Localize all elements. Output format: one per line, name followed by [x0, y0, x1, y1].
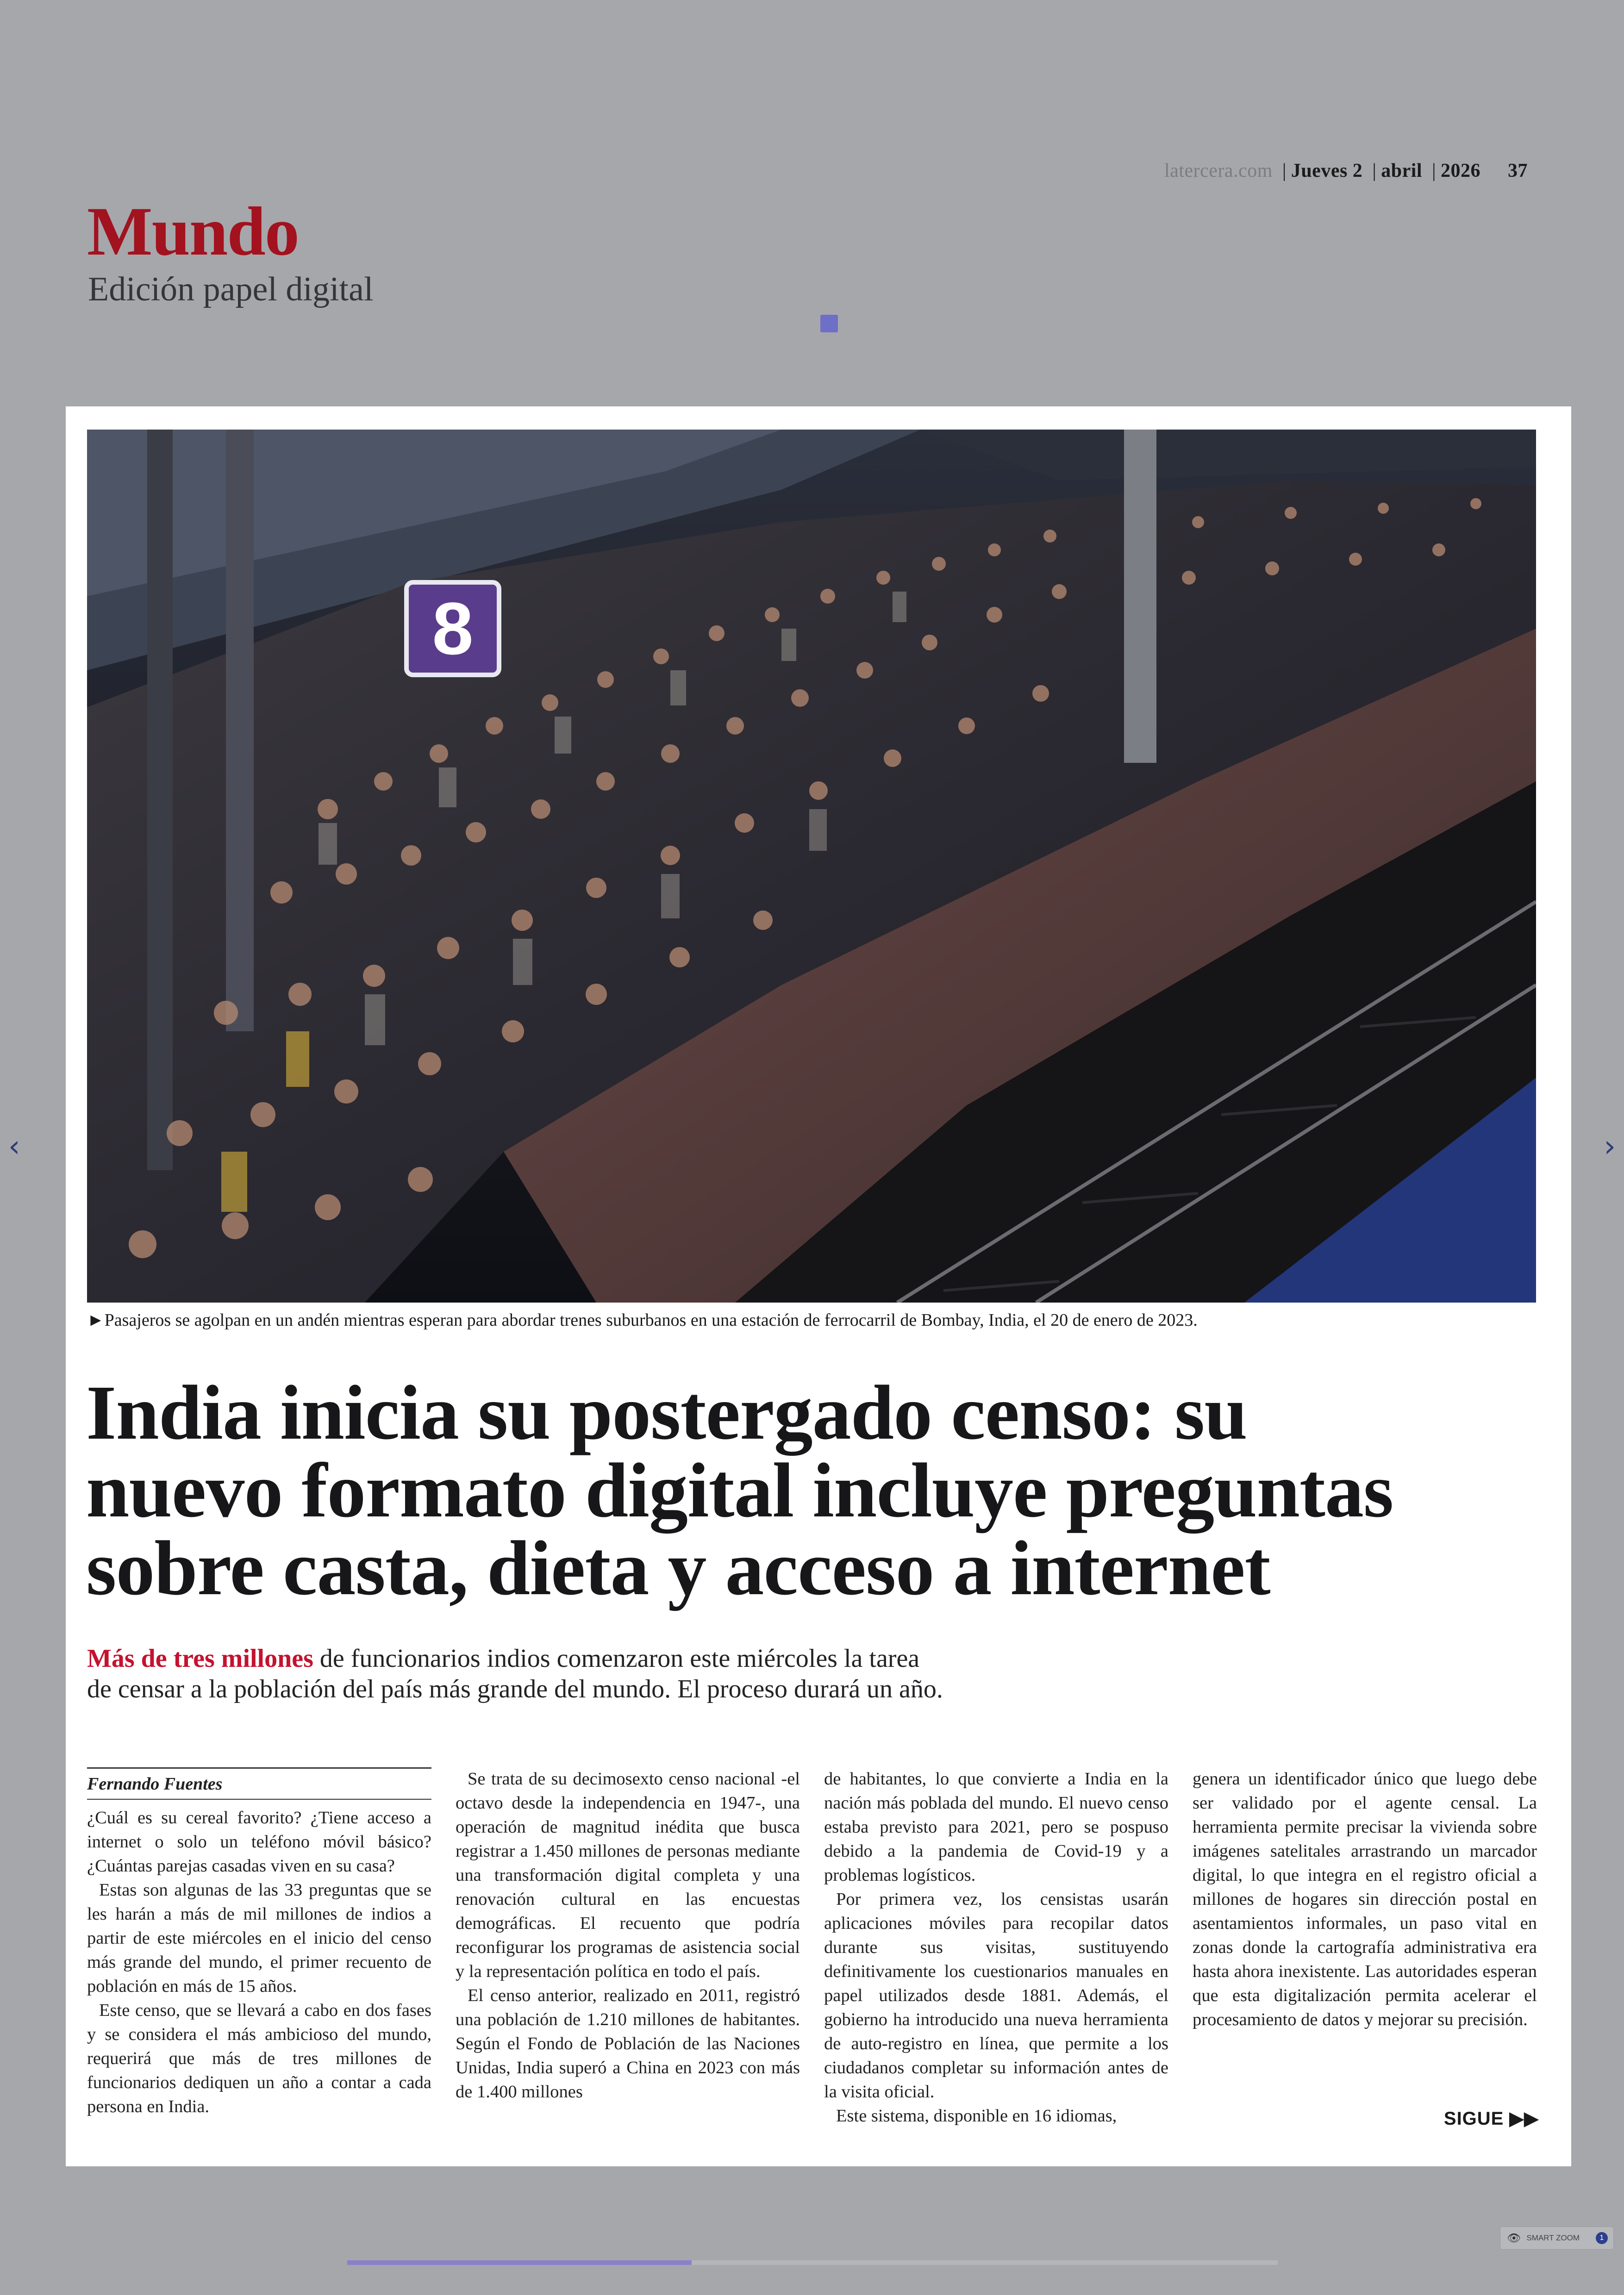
weekday: Jueves 2: [1291, 160, 1363, 181]
paragraph: ¿Cuál es su cereal favorito? ¿Tiene acceso a internet o solo un teléfono móvil básico? ¿Cuántas parejas casadas viven en su casa?: [87, 1808, 431, 1876]
section-title: Mundo: [87, 193, 299, 270]
newspaper-page[interactable]: [66, 406, 1571, 2166]
edition-subtitle: Edición papel digital: [88, 270, 374, 308]
previous-page-button[interactable]: ‹: [8, 1129, 20, 1164]
article-photo: [87, 430, 1536, 1303]
separator: |: [1432, 160, 1436, 181]
page-number: 37: [1508, 160, 1528, 181]
lead-text: de censar a la población del país más grande del mundo. El proceso durará un año.: [87, 1675, 943, 1704]
text-column: [1193, 1767, 1537, 2032]
platform-number: 8: [432, 587, 474, 670]
next-page-button[interactable]: ›: [1604, 1129, 1616, 1164]
text-column: [456, 1767, 800, 2104]
date-bar: [1164, 160, 1528, 182]
article-headline: [86, 1370, 1544, 1611]
separator: |: [1372, 160, 1377, 181]
page-marker-icon[interactable]: [820, 315, 838, 332]
smart-zoom-button[interactable]: [1500, 2226, 1614, 2250]
headline-line: nuevo formato digital incluye preguntas: [86, 1447, 1393, 1534]
text-column: [87, 1767, 431, 2119]
eye-icon: 👁: [1507, 2232, 1521, 2245]
article-lead: [87, 1643, 1291, 1704]
lead-highlight: Más de tres millones: [87, 1644, 313, 1673]
paragraph: Se trata de su decimosexto censo nacional -el octavo desde la independencia en 1947-, una operación de magnitud inédita que busca registrar a 1.450 millones de personas mediante una transformación digital completa y una renovación cultural en las encuestas demográficas. El recuento que podría reconfigurar los programas de asistencia social y la representación política en todo el país.: [456, 1769, 800, 1981]
paragraph: Este sistema, disponible en 16 idiomas,: [836, 2106, 1117, 2126]
smart-zoom-label: SMART ZOOM: [1526, 2233, 1580, 2242]
month: abril: [1381, 160, 1423, 181]
paragraph: Estas son algunas de las 33 preguntas que se les harán a más de mil millones de indios a partir de este miércoles en el inicio del censo más grande del mundo, el primer recuento de población en más de 15 años.: [87, 1880, 431, 1996]
page-progress-bar[interactable]: [347, 2260, 1278, 2265]
paragraph: Por primera vez, los censistas usarán aplicaciones móviles para recopilar datos durante sus visitas, sustituyendo definitivamente los cuestionarios manuales en papel utilizados desde 1881. Además, el gobierno ha introducido una nueva herramienta de auto-registro en línea, que permite a los ciudadanos completar su información antes de la visita oficial.: [824, 1889, 1168, 2102]
train-platform-photo: [87, 430, 1536, 1303]
smart-zoom-badge: 1: [1596, 2232, 1608, 2244]
year: 2026: [1441, 160, 1480, 181]
progress-fill: [347, 2260, 692, 2265]
byline: Fernando Fuentes: [87, 1767, 431, 1800]
lead-text: de funcionarios indios comenzaron este miércoles la tarea: [313, 1644, 920, 1673]
paragraph: Este censo, que se llevará a cabo en dos fases y se considera el más ambicioso del mundo, requerirá que más de tres millones de funcionarios dediquen un año a contar a cada persona en India.: [87, 2001, 431, 2116]
paragraph: genera un identificador único que luego debe ser validado por el agente censal. La herramienta permite precisar la vivienda sobre imágenes satelitales arrastrando un marcador digital, lo que integra en el registro oficial a millones de hogares sin dirección postal en asentamientos informales, un paso vital en zonas donde la cartografía administrativa era hasta ahora inexistente. Las autoridades esperan que esta digitalización permita acelerar el procesamiento de datos y mejorar su precisión.: [1193, 1769, 1537, 2029]
photo-caption: ►Pasajeros se agolpan en un andén mientras esperan para abordar trenes suburbanos en una estación de ferrocarril de Bombay, India, el 20 de enero de 2023.: [87, 1310, 1198, 1330]
site-name: latercera.com: [1164, 160, 1273, 181]
continue-label: SIGUE ▶▶: [1443, 2108, 1539, 2129]
paragraph: de habitantes, lo que convierte a India en la nación más poblada del mundo. El nuevo censo estaba previsto para 2021, pero se pospuso debido a la pandemia de Covid-19 y a problemas logísticos.: [824, 1769, 1168, 1885]
paragraph: El censo anterior, realizado en 2011, registró una población de 1.210 millones de habitantes. Según el Fondo de Población de las Naciones Unidas, India superó a China en 2023 con más de 1.400 millones: [456, 1985, 800, 2102]
text-column: [824, 1767, 1168, 2128]
headline-line: sobre casta, dieta y acceso a internet: [86, 1525, 1270, 1611]
headline-line: India inicia su postergado censo: su: [86, 1370, 1247, 1456]
separator: |: [1282, 160, 1287, 181]
